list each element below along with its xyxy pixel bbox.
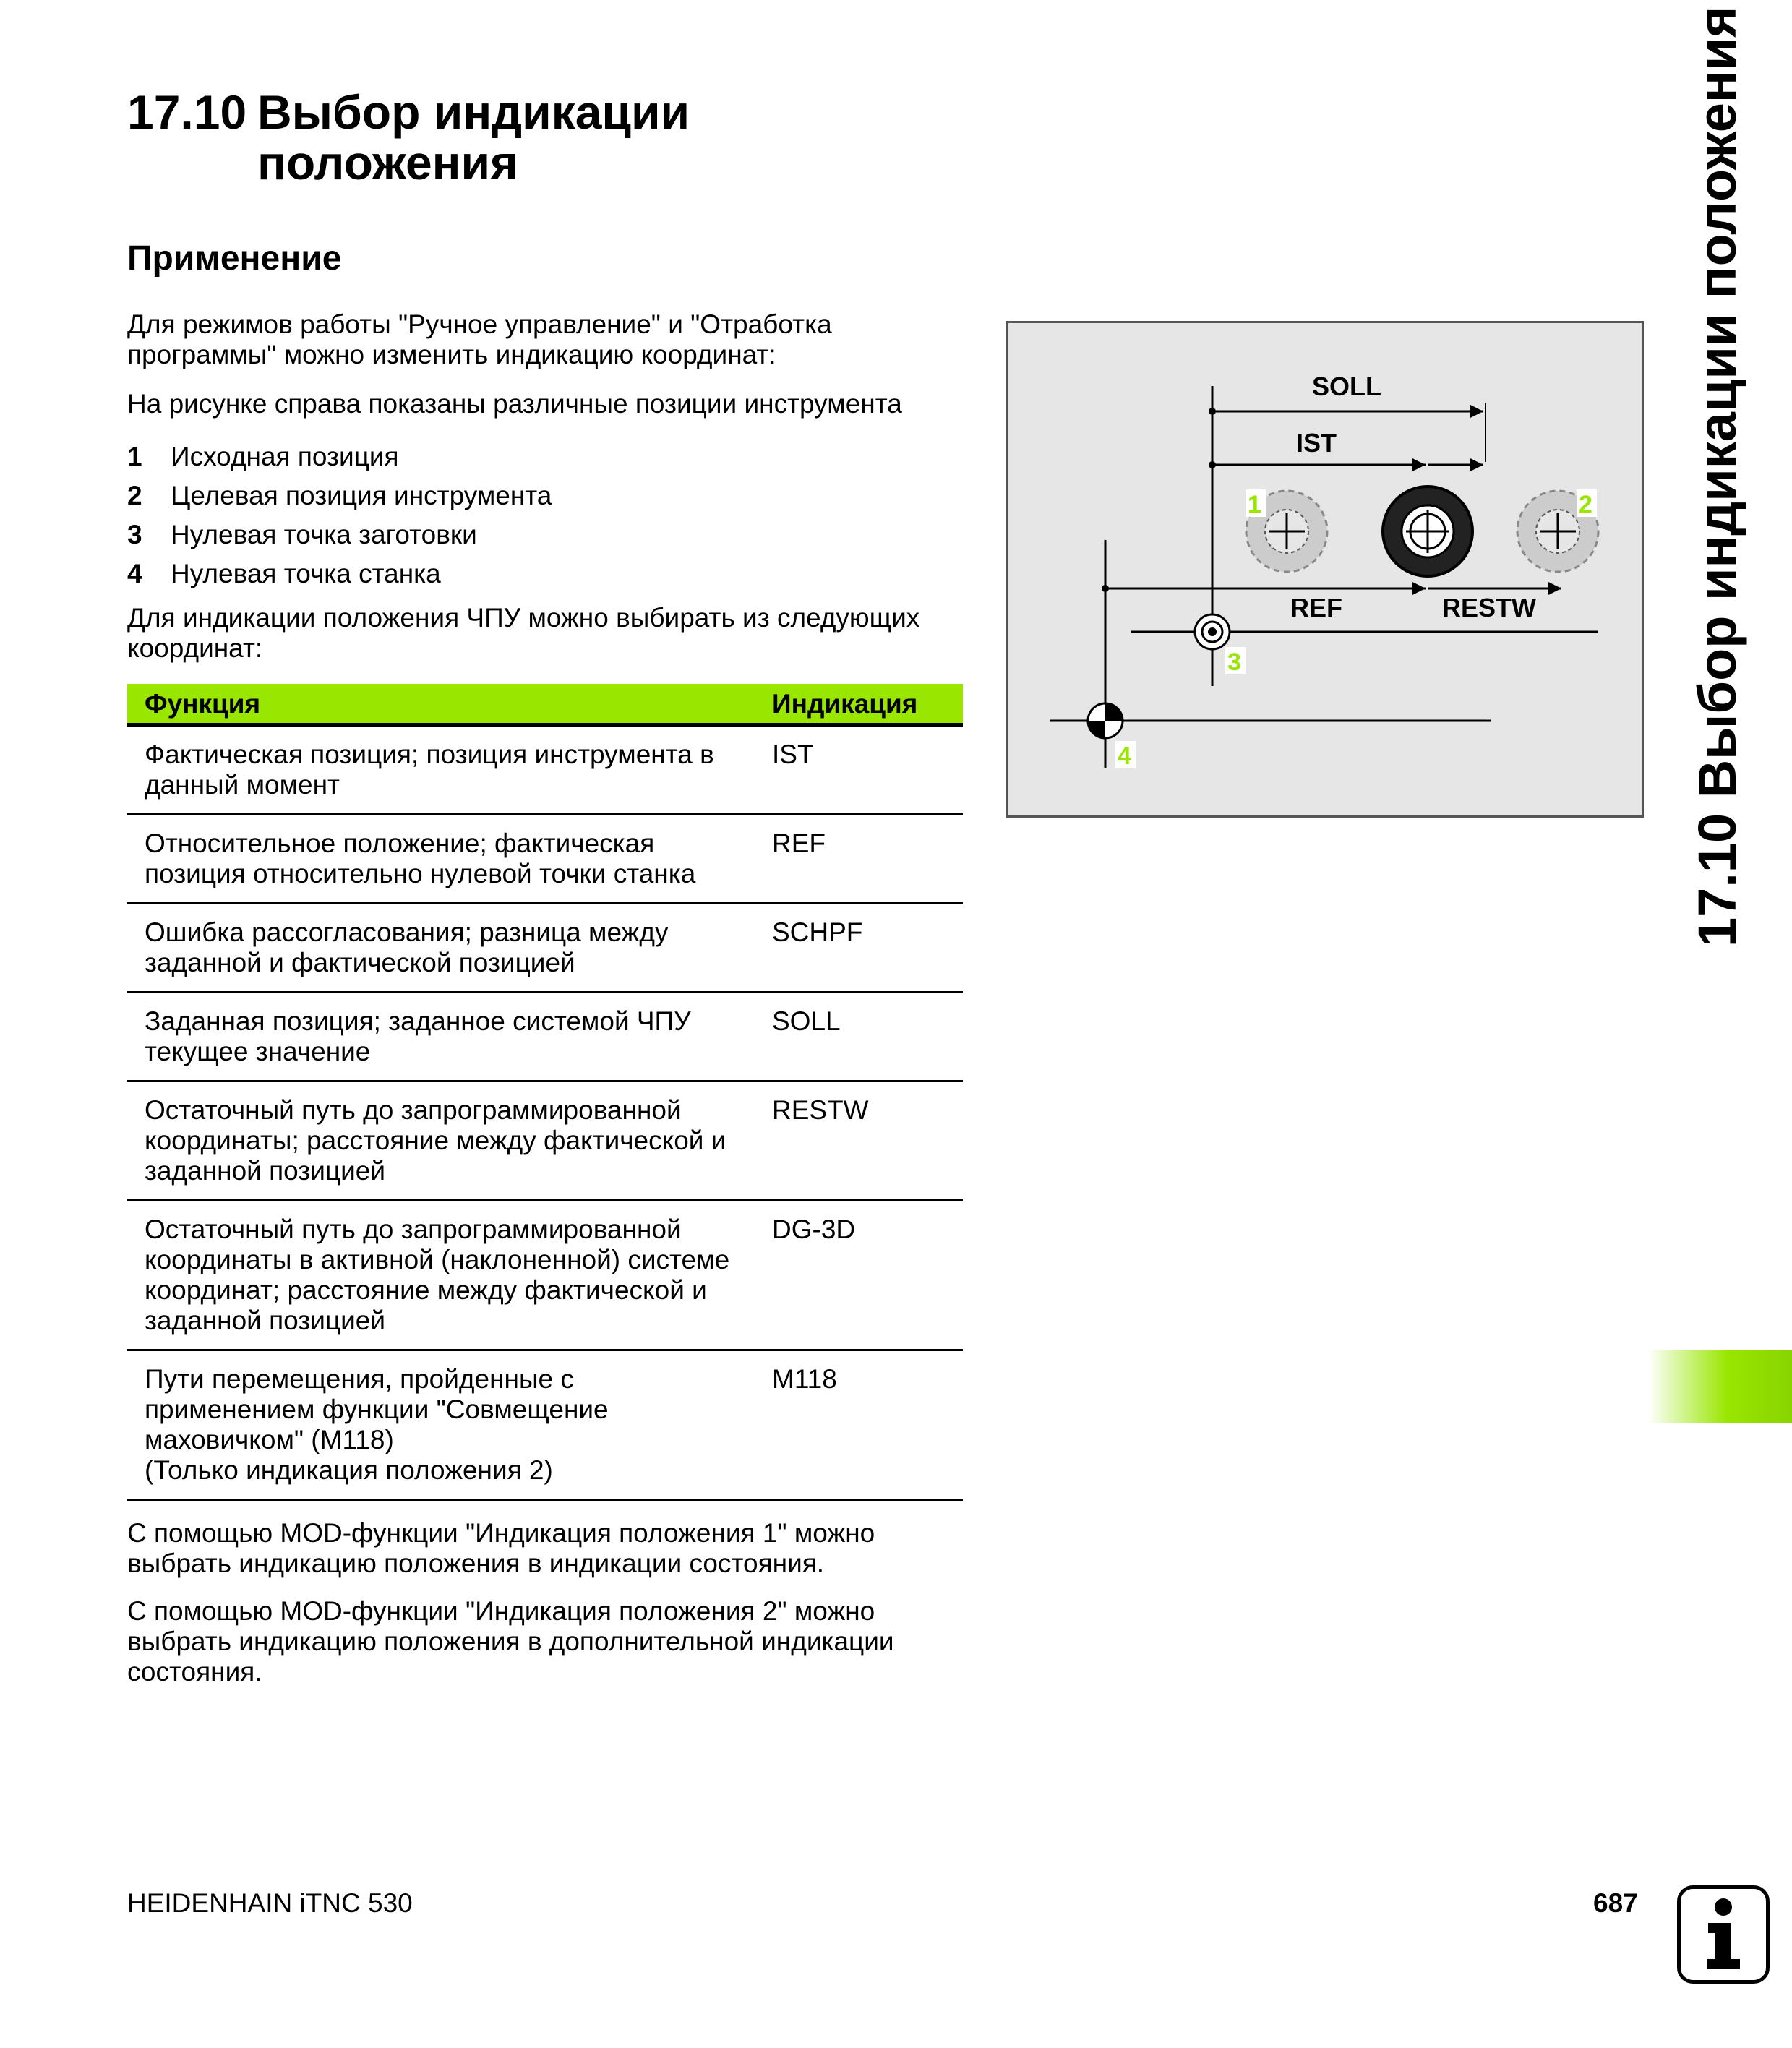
marker-4: 4: [1118, 742, 1131, 770]
display-cell: DG-3D: [755, 1201, 963, 1350]
page-number: 687: [1593, 1888, 1638, 1918]
display-cell: M118: [755, 1350, 963, 1500]
function-cell: [127, 1081, 755, 1201]
list-item-text: Нулевая точка станка: [171, 559, 441, 588]
display-cell: SOLL: [755, 993, 963, 1081]
section-title: Применение: [127, 239, 342, 278]
list-item: [127, 437, 959, 476]
display-cell: REF: [755, 815, 963, 904]
cell-line: данный момент: [145, 770, 340, 800]
cell-line: Заданная позиция; заданное системой ЧПУ: [145, 1006, 691, 1036]
column-header-display: Индикация: [755, 684, 963, 725]
list-item-text: Нулевая точка заготовки: [171, 520, 477, 549]
position-display-figure: [1006, 321, 1644, 818]
cell-line: координат; расстояние между фактической и: [145, 1275, 707, 1305]
list-item-number: 3: [127, 520, 142, 549]
function-cell: [127, 1201, 755, 1350]
chapter-tab: [1648, 1350, 1792, 1423]
table-row: [127, 1201, 963, 1350]
list-item-text: Целевая позиция инструмента: [171, 481, 552, 510]
table-header-row: [127, 684, 963, 725]
functions-table: [127, 684, 963, 1501]
list-item-text: Исходная позиция: [171, 442, 399, 471]
cell-line: Пути перемещения, пройденные с: [145, 1364, 574, 1394]
cell-line: Фактическая позиция; позиция инструмента в: [145, 740, 714, 769]
column-header-function: Функция: [127, 684, 755, 725]
ist-start-dot: [1209, 461, 1216, 468]
cell-line: Ошибка рассогласования; разница между: [145, 917, 669, 947]
list-item-number: 1: [127, 442, 142, 471]
function-cell: [127, 725, 755, 815]
label-ist: IST: [1296, 428, 1337, 458]
soll-start-dot: [1209, 408, 1216, 415]
intro-paragraph: Для режимов работы "Ручное управление" и "Отработка программы" можно изменить индикацию координат:: [127, 309, 832, 369]
cell-line: координаты в активной (наклоненной) системе: [145, 1245, 730, 1274]
cell-line: Остаточный путь до запрограммированной: [145, 1095, 682, 1125]
footer-product: HEIDENHAIN iTNC 530: [127, 1888, 413, 1918]
page-title-line2: положения: [257, 136, 518, 189]
label-restw: RESTW: [1442, 593, 1536, 622]
list-item-number: 4: [127, 559, 142, 588]
figure-diagram: [1008, 323, 1642, 815]
label-ref: REF: [1290, 593, 1342, 622]
choose-paragraph: Для индикации положения ЧПУ можно выбирать из следующих координат:: [127, 603, 920, 663]
cell-line: заданной позицией: [145, 1306, 386, 1335]
list-item-number: 2: [127, 481, 142, 510]
workpiece-datum-symbol: [1195, 614, 1230, 649]
table-row: [127, 1350, 963, 1500]
display-cell: RESTW: [755, 1081, 963, 1201]
cell-line: Относительное положение; фактическая: [145, 828, 655, 858]
cell-line: заданной позицией: [145, 1156, 386, 1186]
cell-line: координаты; расстояние между фактической и: [145, 1126, 726, 1155]
mod2-paragraph: С помощью MOD-функции "Индикация положения 2" можно выбрать индикацию положения в дополнительной индикации состояния.: [127, 1596, 894, 1687]
marker-2: 2: [1579, 491, 1592, 518]
function-cell: [127, 993, 755, 1081]
cell-line: применением функции "Совмещение: [145, 1394, 609, 1424]
info-icon: [1677, 1885, 1770, 1984]
page-title: [257, 87, 807, 188]
page-title-line1: Выбор индикации: [257, 85, 690, 139]
table-row: [127, 904, 963, 993]
mod1-paragraph: С помощью MOD-функции "Индикация положения 1" можно выбрать индикацию положения в индикации состояния.: [127, 1518, 875, 1578]
side-chapter-title: 17.10 Выбор индикации положения: [1687, 6, 1747, 947]
positions-list: [127, 437, 959, 594]
table-row: [127, 815, 963, 904]
display-cell: SCHPF: [755, 904, 963, 993]
list-item: [127, 554, 959, 594]
function-cell: [127, 904, 755, 993]
display-cell: IST: [755, 725, 963, 815]
list-item: [127, 515, 959, 554]
list-item: [127, 476, 959, 515]
marker-1: 1: [1248, 491, 1261, 518]
table-row: [127, 725, 963, 815]
label-soll: SOLL: [1312, 372, 1381, 401]
cell-line: маховичком" (M118): [145, 1425, 394, 1454]
figure-ref-paragraph: На рисунке справа показаны различные позиции инструмента: [127, 389, 902, 419]
marker-3: 3: [1227, 648, 1241, 676]
cell-line: текущее значение: [145, 1037, 371, 1066]
cell-line: заданной и фактической позицией: [145, 948, 575, 977]
chapter-number: 17.10: [127, 85, 247, 139]
tool-actual-position: [1383, 487, 1472, 576]
cell-line: Остаточный путь до запрограммированной: [145, 1214, 682, 1244]
table-row: [127, 993, 963, 1081]
ref-start-dot: [1102, 585, 1109, 592]
function-cell: [127, 1350, 755, 1500]
cell-line: (Только индикация положения 2): [145, 1455, 553, 1485]
table-row: [127, 1081, 963, 1201]
machine-datum-symbol: [1088, 703, 1123, 738]
function-cell: [127, 815, 755, 904]
cell-line: позиция относительно нулевой точки станка: [145, 859, 696, 888]
